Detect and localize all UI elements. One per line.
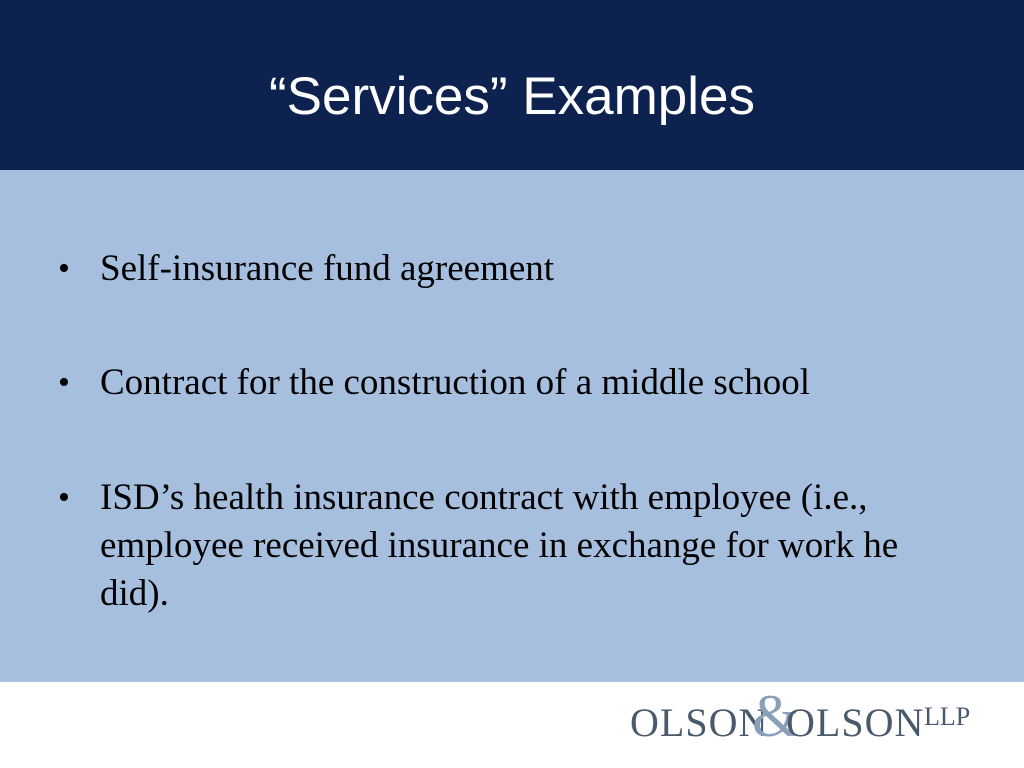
logo-word-olson-1: OLSON [630,700,769,745]
bullet-list [0,170,1024,682]
bullet-marker: • [58,364,70,401]
slide-title: “Services” Examples [269,67,755,126]
bullet-text-line-1: ISD’s health insurance contract with employee (i.e., [100,477,868,518]
logo-ampersand: & [752,683,799,749]
logo-suffix-llp: LLP [924,702,971,731]
company-logo [604,683,1004,749]
logo-word-olson-2: OLSON [786,700,925,745]
bullet-text-line-2: employee received insurance in exchange for work he [100,525,899,566]
bullet-marker: • [58,250,70,287]
bullet-marker: • [58,479,70,516]
bullet-text-line-3: did). [100,573,169,614]
title-band [0,0,1024,170]
bullet-text: Contract for the construction of a middle school [100,362,811,403]
content-band [0,170,1024,682]
bullet-text: Self-insurance fund agreement [100,248,555,289]
